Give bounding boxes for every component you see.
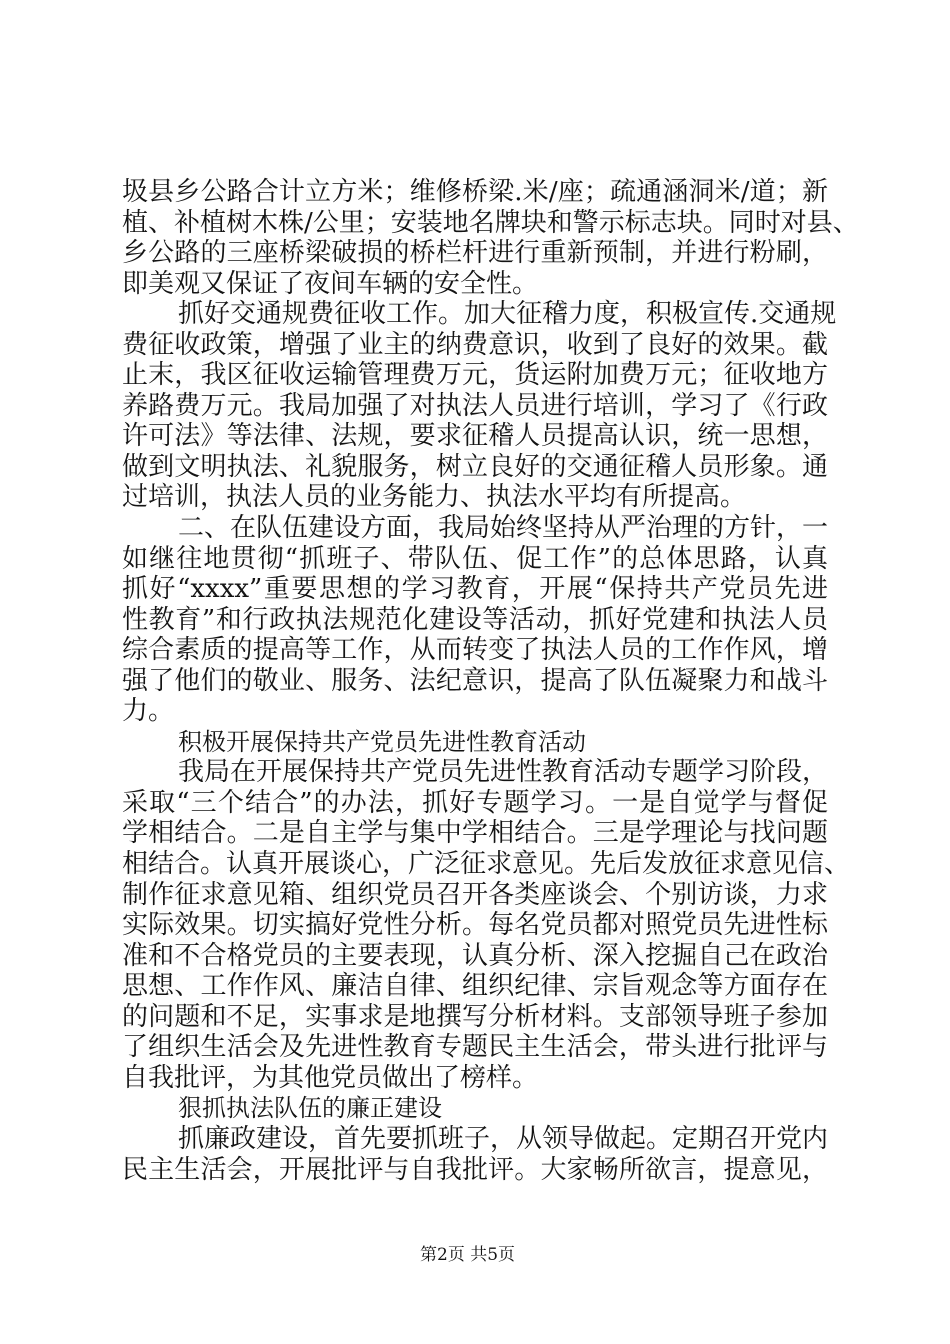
text-line: 性教育”和行政执法规范化建设等活动，抓好党建和执法人员 bbox=[122, 604, 828, 635]
text-line: 力。 bbox=[122, 696, 175, 727]
text-line: 即美观又保证了夜间车辆的安全性。 bbox=[122, 268, 539, 299]
section-heading: 狠抓执法队伍的廉正建设 bbox=[178, 1094, 442, 1123]
text-line: 圾县乡公路合计立方米；维修桥梁.米/座；疏通涵洞米/道；新 bbox=[122, 177, 828, 207]
text-line: 强了他们的敬业、服务、法纪意识，提高了队伍凝聚力和战斗 bbox=[122, 665, 828, 696]
text-line: 综合素质的提高等工作，从而转变了执法人员的工作作风，增 bbox=[122, 635, 828, 666]
text-line: 思想、工作作风、廉洁自律、组织纪律、宗旨观念等方面存在 bbox=[122, 971, 828, 1002]
text-line: 民主生活会，开展批评与自我批评。大家畅所欲言，提意见， bbox=[122, 1154, 828, 1185]
section-heading: 积极开展保持共产党员先进性教育活动 bbox=[178, 727, 586, 756]
document-body bbox=[122, 177, 859, 1185]
paragraph-first-line: 我局在开展保持共产党员先进性教育活动专题学习阶段， bbox=[178, 757, 829, 788]
text-line: 乡公路的三座桥梁破损的桥栏杆进行重新预制，并进行粉刷， bbox=[122, 238, 828, 269]
text-line: 学相结合。二是自主学与集中学相结合。三是学理论与找问题 bbox=[122, 818, 828, 849]
text-line: 的问题和不足，实事求是地撰写分析材料。支部领导班子参加 bbox=[122, 1001, 828, 1032]
paragraph-first-line: 抓好交通规费征收工作。加大征稽力度，积极宣传.交通规 bbox=[178, 299, 837, 330]
paragraph-first-line: 抓廉政建设，首先要抓班子，从领导做起。定期召开党内 bbox=[178, 1123, 829, 1154]
text-line: 制作征求意见箱、组织党员召开各类座谈会、个别访谈，力求 bbox=[122, 879, 828, 910]
paragraph-first-line: 二、在队伍建设方面，我局始终坚持从严治理的方针，一 bbox=[178, 513, 829, 544]
text-line: 采取“三个结合”的办法，抓好专题学习。一是自觉学与督促 bbox=[122, 787, 828, 818]
text-line: 实际效果。切实搞好党性分析。每名党员都对照党员先进性标 bbox=[122, 910, 828, 941]
page-number: 第2页 共5页 bbox=[420, 1245, 516, 1265]
text-line: 养路费万元。我局加强了对执法人员进行培训，学习了《行政 bbox=[122, 390, 828, 421]
text-line: 如继往地贯彻“抓班子、带队伍、促工作”的总体思路，认真 bbox=[122, 543, 828, 574]
text-line: 做到文明执法、礼貌服务，树立良好的交通征稽人员形象。通 bbox=[122, 451, 828, 482]
text-line: 自我批评，为其他党员做出了榜样。 bbox=[122, 1062, 539, 1093]
text-line: 许可法》等法律、法规，要求征稽人员提高认识，统一思想， bbox=[122, 421, 828, 452]
text-line: 费征收政策，增强了业主的纳费意识，收到了良好的效果。截 bbox=[122, 329, 828, 360]
text-line: 抓好“xxxx”重要思想的学习教育，开展“保持共产党员先进 bbox=[122, 574, 828, 605]
text-line: 止末，我区征收运输管理费万元，货运附加费万元；征收地方 bbox=[122, 360, 828, 391]
text-line: 相结合。认真开展谈心，广泛征求意见。先后发放征求意见信、 bbox=[122, 849, 851, 880]
text-line: 了组织生活会及先进性教育专题民主生活会，带头进行批评与 bbox=[122, 1032, 828, 1063]
text-line: 过培训，执法人员的业务能力、执法水平均有所提高。 bbox=[122, 482, 747, 513]
text-line: 准和不合格党员的主要表现，认真分析、深入挖掘自己在政治 bbox=[122, 940, 828, 971]
text-line: 植、补植树木株/公里；安装地名牌块和警示标志块。同时对县、 bbox=[122, 207, 859, 238]
